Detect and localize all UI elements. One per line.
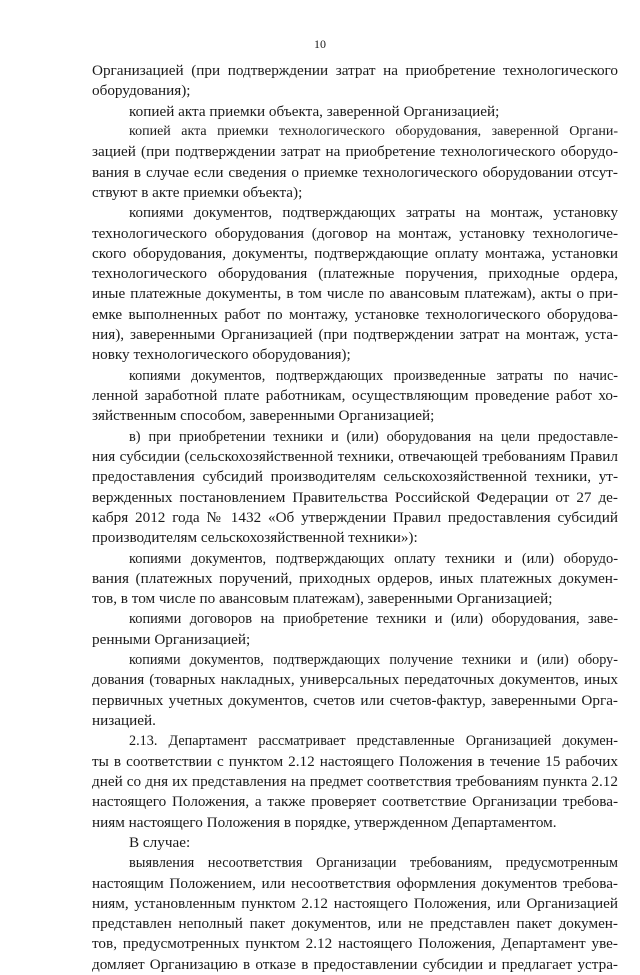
text-line: вержденных постановлением Правительства Российской Федерации от 27 де-	[92, 488, 618, 506]
text-line: домляет Организацию в отказе в предоставлении субсидии и предлагает устра-	[92, 955, 618, 973]
text-line: ниям настоящего Положения в порядке, утвержденном Департаментом.	[92, 813, 557, 831]
text-line: ленной заработной плате работникам, осуществляющим проведение работ хо-	[92, 387, 618, 404]
text-line: новку технологического оборудования);	[92, 346, 351, 364]
text-line: тов, в том числе по авансовым платежам), заверенными Организацией;	[92, 590, 553, 608]
text-line: копиями документов, подтверждающих оплату техники и (или) оборудо-	[129, 550, 618, 567]
text-line: дования (товарных накладных, универсальных передаточных документов, иных	[92, 671, 618, 689]
text-line: ствуют в акте приемки объекта);	[92, 183, 303, 201]
page-number: 10	[314, 37, 326, 51]
text-line: вания (платежных поручений, приходных ордеров, иных платежных докумен-	[92, 569, 618, 587]
text-line: настоящим Положением, или несоответствия оформления документов требова-	[92, 874, 618, 892]
text-line: ского оборудования, документы, подтверждающие оплату монтажа, установки	[92, 244, 618, 262]
text-line: копией акта приемки объекта, заверенной Организацией;	[129, 102, 500, 120]
text-line: ренными Организацией;	[92, 630, 251, 648]
text-line: копиями договоров на приобретение техники и (или) оборудования, заве-	[129, 611, 618, 628]
text-line: ния), заверенными Организацией (при подтверждении затрат на монтаж, уста-	[92, 326, 618, 344]
text-line: технологического оборудования (договор на монтаж, установку технологиче-	[92, 224, 618, 242]
text-line: технологического оборудования (платежные поручения, приходные ордера,	[92, 265, 618, 283]
text-line: ниям, установленным пунктом 2.12 настоящего Положения, или Организацией	[92, 894, 618, 912]
text-line: копиями документов, подтверждающих произведенные затраты по начис-	[129, 367, 618, 384]
text-line: копией акта приемки технологического оборудования, заверенной Органи-	[129, 123, 618, 139]
text-line: копиями документов, подтверждающих затраты на монтаж, установку	[129, 205, 618, 222]
text-line: 2.13. Департамент рассматривает представленные Организацией докумен-	[129, 733, 618, 750]
text-line: ты в соответствии с пунктом 2.12 настоящего Положения в течение 15 рабочих	[92, 752, 618, 770]
text-line: Организацией (при подтверждении затрат на приобретение технологического	[92, 62, 618, 79]
text-line: настоящего Положения, а также проверяет соответствие Организации требова-	[92, 793, 618, 811]
text-line: емке выполненных работ по монтажу, установке технологического оборудова-	[92, 305, 618, 323]
text-line: зацией (при подтверждении затрат на приобретение технологического оборудо-	[92, 143, 618, 161]
text-line: иные платежные документы, в том числе по авансовым платежам), акты о при-	[92, 285, 618, 303]
text-line: предоставления субсидий производителям сельскохозяйственной техники, ут-	[92, 468, 618, 486]
text-line: низацией.	[92, 712, 156, 729]
document-body	[92, 61, 618, 975]
text-line: вания в случае если сведения о приемке технологического оборудовании отсут-	[92, 163, 618, 181]
text-line: в) при приобретении техники и (или) оборудования на цели предоставле-	[129, 428, 618, 445]
text-line: оборудования);	[92, 82, 191, 100]
text-line: ния субсидии (сельскохозяйственной техники, отвечающей требованиям Правил	[92, 447, 618, 465]
text-line: кабря 2012 года № 1432 «Об утверждении Правил предоставления субсидий	[92, 508, 618, 526]
text-line: производителям сельскохозяйственной техники»):	[92, 529, 418, 547]
text-line: зяйственным способом, заверенными Организацией;	[92, 407, 435, 425]
text-line: копиями документов, подтверждающих получение техники и (или) обору-	[129, 652, 618, 669]
text-line: представлен неполный пакет документов, или не представлен пакет докумен-	[92, 915, 618, 933]
text-line: дней со дня их представления на предмет соответствия требованиям пункта 2.12	[92, 772, 618, 790]
text-line: В случае:	[129, 833, 191, 851]
text-line: первичных учетных документов, счетов или счетов-фактур, заверенными Орга-	[92, 691, 618, 709]
text-line: тов, предусмотренных пунктом 2.12 настоящего Положения, Департамент уве-	[92, 935, 618, 953]
text-line: выявления несоответствия Организации требованиям, предусмотренным	[129, 855, 618, 872]
